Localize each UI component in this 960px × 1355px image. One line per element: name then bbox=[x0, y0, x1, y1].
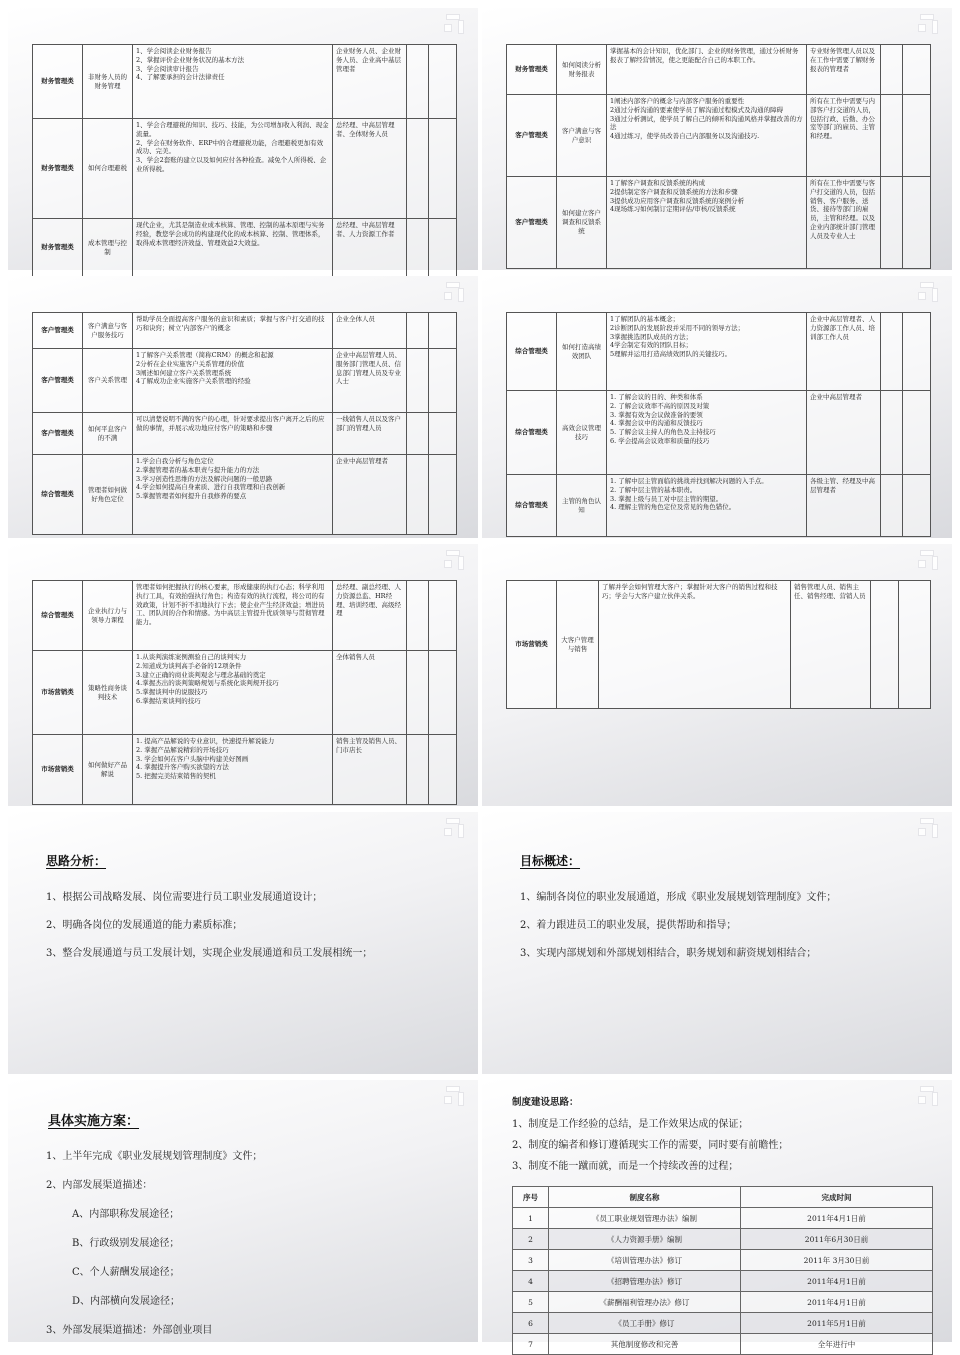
course-name: 如何阅读分析财务报表 bbox=[557, 45, 607, 95]
content-line: 现代企业，尤其是制造业成本核算、管理、控制的基本原理与实务经验，教您学会成功的构建现代化的成本核算、控制、管理体系，取得成本管理经济效益、管理效益2大效益。 bbox=[136, 221, 325, 247]
corner-decoration-icon bbox=[442, 1084, 472, 1110]
table-cell: 2 bbox=[513, 1229, 549, 1250]
course-content bbox=[133, 119, 333, 219]
content-line: 3. 掌握有效为会议做准备的要领 bbox=[610, 410, 703, 419]
course-table bbox=[506, 580, 931, 709]
course-category: 客户管理类 bbox=[507, 95, 557, 177]
content-line: 2. 掌握产品解说精彩的开场技巧 bbox=[136, 745, 229, 754]
content-line: 1.学会自我分析与角色定位 bbox=[136, 457, 214, 465]
content-line: 1. 了解会议的目的、种类和体系 bbox=[610, 393, 703, 401]
empty-cell bbox=[903, 391, 931, 475]
table-cell: 2011年 3月30日前 bbox=[741, 1250, 933, 1271]
point-list bbox=[512, 1114, 788, 1177]
point-item: 3、外部发展渠道描述：外部创业项目 bbox=[46, 1325, 213, 1336]
content-line: 2. 了解中层主管的基本职责。 bbox=[610, 485, 697, 494]
empty-cell bbox=[881, 475, 903, 537]
point-item: 2、着力跟进员工的职业发展，提供帮助和指导； bbox=[520, 920, 737, 931]
table-cell: 2011年6月30日前 bbox=[741, 1229, 933, 1250]
empty-cell bbox=[407, 219, 429, 277]
content-line: 了解并学会如何管理大客户；掌握针对大客户的销售过程和技巧；学会与大客户建立伙伴关系。 bbox=[602, 583, 778, 600]
slide-course-table-2 bbox=[482, 8, 952, 270]
slide-course-table-4 bbox=[482, 276, 952, 538]
column-header: 完成时间 bbox=[741, 1187, 933, 1208]
empty-cell bbox=[407, 651, 429, 735]
content-line: 1. 了解中层主管面临的挑战并找到解决问题的入手点。 bbox=[610, 477, 768, 485]
course-category: 市场营销类 bbox=[33, 735, 83, 805]
empty-cell bbox=[407, 735, 429, 805]
course-category: 财务管理类 bbox=[507, 45, 557, 95]
course-content bbox=[133, 455, 333, 535]
table-cell: 6 bbox=[513, 1313, 549, 1334]
content-line: 2、学会在财务软件、ERP中的合理避税功能，合理避税更加有效成功、完美。 bbox=[136, 138, 324, 156]
course-table bbox=[32, 312, 457, 535]
content-line: 3.建立正确的商业谈判观念与理念基础的奠定 bbox=[136, 670, 266, 679]
empty-cell bbox=[429, 735, 457, 805]
empty-cell bbox=[881, 391, 903, 475]
empty-cell bbox=[881, 95, 903, 177]
course-row bbox=[507, 313, 931, 391]
empty-cell bbox=[429, 219, 457, 277]
table-row bbox=[513, 1208, 933, 1229]
slide-goal-overview bbox=[482, 812, 952, 1074]
course-target: 企业中高层管理者 bbox=[807, 391, 881, 475]
course-target: 企业财务人员、企业财务人员、企业高中基层管理者 bbox=[333, 45, 407, 119]
content-line: 5.掌握谈判中的说服技巧 bbox=[136, 688, 208, 697]
content-line: 2. 了解会议效率不高的原因及对策 bbox=[610, 401, 710, 410]
course-target: 企业中高层管理者、人力资源部工作人员、培训部工作人员 bbox=[807, 313, 881, 391]
table-cell: 其他制度修改和完善 bbox=[549, 1334, 741, 1355]
table-cell: 5 bbox=[513, 1292, 549, 1313]
content-line: 3阐述如何建立客户关系管理系统 bbox=[136, 368, 232, 377]
empty-cell bbox=[429, 313, 457, 349]
point-item: 2、明确各岗位的发展通道的能力素质标准； bbox=[46, 920, 243, 931]
point-list bbox=[520, 884, 836, 968]
course-content bbox=[607, 45, 807, 95]
course-target: 企业中高层管理者 bbox=[333, 455, 407, 535]
course-category: 市场营销类 bbox=[507, 581, 557, 709]
course-name: 如何平息客户的不满 bbox=[83, 413, 133, 455]
course-row bbox=[507, 177, 931, 269]
content-line: 4学会制定有效的团队目标； bbox=[610, 341, 693, 350]
content-line: 4、了解要承担的会计法律责任 bbox=[136, 73, 225, 82]
course-table bbox=[506, 44, 931, 269]
content-line: 掌握基本的会计知识，优化部门、企业的财务管理，通过分析财务报表了解经营情况，使之更能配合自己的本职工作。 bbox=[610, 47, 799, 64]
corner-decoration-icon bbox=[916, 280, 946, 306]
content-line: 4了解成功企业实施客户关系管理的经验 bbox=[136, 377, 251, 386]
table-cell: 《招聘管理办法》修订 bbox=[549, 1271, 741, 1292]
course-target: 企业中高层管理人员、服务部门管理人员、信息部门管理人员及专业人士 bbox=[333, 349, 407, 413]
slide-title: 制度建设思路： bbox=[512, 1097, 579, 1108]
slide-system-building bbox=[482, 1080, 952, 1349]
empty-cell bbox=[407, 45, 429, 119]
course-name: 大客户管理与销售 bbox=[557, 581, 599, 709]
table-cell: 全年进行中 bbox=[741, 1334, 933, 1355]
point-item: 2、制度的编者和修订遵循现实工作的需要，同时要有前瞻性； bbox=[512, 1140, 789, 1151]
course-row bbox=[33, 581, 457, 651]
course-target: 一线销售人员以及客户部门的管理人员 bbox=[333, 413, 407, 455]
course-category: 综合管理类 bbox=[33, 581, 83, 651]
content-line: 2.掌握管理者的基本职责与提升能力的方法 bbox=[136, 465, 260, 474]
empty-cell bbox=[407, 349, 429, 413]
course-target: 各级主管、经理及中高层管理者 bbox=[807, 475, 881, 537]
content-line: 4通过练习，使学员改善自己内部服务以及沟通技巧. bbox=[610, 132, 760, 141]
content-line: 1、学会阅读企业财务报告 bbox=[136, 47, 212, 55]
course-content bbox=[607, 95, 807, 177]
empty-cell bbox=[903, 313, 931, 391]
course-content bbox=[607, 475, 807, 537]
course-row bbox=[33, 313, 457, 349]
slide-course-table-5 bbox=[8, 544, 478, 806]
table-cell: 《薪酬福利管理办法》修订 bbox=[549, 1292, 741, 1313]
course-content bbox=[133, 45, 333, 119]
empty-cell bbox=[429, 349, 457, 413]
course-target: 总经理、副总经理、人力资源总监、HR经理、培训经理、高级经理 bbox=[333, 581, 407, 651]
empty-cell bbox=[881, 45, 903, 95]
corner-decoration-icon bbox=[442, 548, 472, 574]
table-cell: 《培训管理办法》修订 bbox=[549, 1250, 741, 1271]
point-item: 1、编制各岗位的职业发展通道，形成《职业发展规划管理制度》文件； bbox=[520, 892, 837, 903]
empty-cell bbox=[429, 455, 457, 535]
point-item: 3、实现内部规划和外部规划相结合，职务规划和薪资规划相结合； bbox=[520, 948, 817, 959]
point-item: 1、制度是工作经验的总结，是工作效果达成的保证； bbox=[512, 1119, 749, 1130]
course-category: 综合管理类 bbox=[33, 455, 83, 535]
course-name: 成本管理与控制 bbox=[83, 219, 133, 277]
course-row bbox=[33, 349, 457, 413]
content-line: 3通过分析测试，使学员了解自己的倾听和沟通风格并掌握改善的方法 bbox=[610, 114, 803, 132]
content-line: 帮助学员全面提高客户服务的意识和素质；掌握与客户打交道的技巧和诀窍；树立'内部客户'的概念 bbox=[136, 315, 325, 332]
point-list bbox=[46, 1142, 262, 1345]
table-row bbox=[513, 1313, 933, 1334]
content-line: 6.掌握结束谈判的技巧 bbox=[136, 696, 201, 705]
course-row bbox=[33, 219, 457, 277]
course-content bbox=[133, 313, 333, 349]
course-row bbox=[33, 651, 457, 735]
empty-cell bbox=[429, 413, 457, 455]
point-item: 1、上半年完成《职业发展规划管理制度》文件； bbox=[46, 1151, 263, 1162]
slide-title: 具体实施方案： bbox=[48, 1114, 140, 1129]
point-item: 3、制度不能一蹴而就，而是一个持续改善的过程； bbox=[512, 1161, 739, 1172]
course-content bbox=[133, 219, 333, 277]
empty-cell bbox=[407, 455, 429, 535]
content-line: 3提供成功应用客户调查和反馈系统的案例分析 bbox=[610, 196, 745, 205]
sub-point-item: B、行政级别发展途径； bbox=[72, 1238, 180, 1249]
empty-cell bbox=[407, 119, 429, 219]
content-line: 1了解客户关系管理（简称CRM）的概念和起源 bbox=[136, 351, 274, 359]
course-target: 销售主管及销售人员、门市店长 bbox=[333, 735, 407, 805]
content-line: 2诊断团队的发展阶段并采用不同的领导方法； bbox=[610, 323, 745, 332]
course-row bbox=[507, 581, 931, 709]
empty-cell bbox=[903, 475, 931, 537]
slide-approach-analysis bbox=[8, 812, 478, 1074]
content-line: 1阐述内部客户的概念与内部客户服务的重要性 bbox=[610, 97, 745, 105]
course-content bbox=[133, 413, 333, 455]
column-header: 制度名称 bbox=[549, 1187, 741, 1208]
empty-cell bbox=[881, 177, 903, 269]
course-target: 总经理、中高层管理者、人力资源工作者 bbox=[333, 219, 407, 277]
course-row bbox=[507, 391, 931, 475]
table-cell: 1 bbox=[513, 1208, 549, 1229]
content-line: 2分析在企业实施客户关系管理的价值 bbox=[136, 359, 245, 368]
content-line: 可以清楚说明不满的客户的心理，针对要求提出客户离开之后的应做的事情，并展示成功地应付客户的策略和步骤 bbox=[136, 415, 325, 432]
course-table bbox=[32, 44, 457, 277]
point-list bbox=[46, 884, 372, 968]
course-category: 客户管理类 bbox=[33, 349, 83, 413]
content-line: 3掌握挑选团队成员的方法； bbox=[610, 332, 693, 341]
corner-decoration-icon bbox=[916, 548, 946, 574]
system-schedule-table bbox=[512, 1186, 933, 1355]
empty-cell bbox=[429, 119, 457, 219]
table-cell: 2011年4月1日前 bbox=[741, 1292, 933, 1313]
slide-implementation-plan bbox=[8, 1080, 478, 1342]
content-line: 1.从谈判演练案例测验自己的谈判实力 bbox=[136, 653, 247, 661]
course-row bbox=[507, 95, 931, 177]
corner-decoration-icon bbox=[442, 12, 472, 38]
content-line: 5. 了解会议主持人的角色及主持技巧 bbox=[610, 428, 716, 437]
course-category: 综合管理类 bbox=[507, 391, 557, 475]
content-line: 2、掌握评价企业财务状况的基本方法 bbox=[136, 55, 245, 64]
course-category: 财务管理类 bbox=[33, 119, 83, 219]
course-target: 销售管理人员、销售主任、销售经理、营销人员 bbox=[791, 581, 871, 709]
content-line: 1、学会合理避税的知识、技巧、技能，为公司增加收入利润、现金流量。 bbox=[136, 121, 329, 138]
course-name: 客户关系管理 bbox=[83, 349, 133, 413]
table-row bbox=[513, 1334, 933, 1355]
course-name: 高效会议管理技巧 bbox=[557, 391, 607, 475]
course-row bbox=[507, 45, 931, 95]
content-line: 4.学会如何提高自身素质、进行自我管理和自我创新 bbox=[136, 483, 286, 492]
content-line: 6. 学会提高会议效率和质量的技巧 bbox=[610, 436, 710, 445]
empty-cell bbox=[899, 581, 931, 709]
slide-title: 思路分析： bbox=[46, 854, 107, 868]
content-line: 3. 学会如何在客户头脑中构建美好图画 bbox=[136, 754, 249, 763]
table-cell: 4 bbox=[513, 1271, 549, 1292]
content-line: 2提供制定客户调查和反馈系统的方法和步骤 bbox=[610, 187, 738, 196]
empty-cell bbox=[407, 313, 429, 349]
course-row bbox=[33, 119, 457, 219]
empty-cell bbox=[881, 313, 903, 391]
empty-cell bbox=[429, 651, 457, 735]
course-name: 如何合理避税 bbox=[83, 119, 133, 219]
sub-point-item: D、内部横向发展途径； bbox=[72, 1296, 181, 1307]
table-cell: 2011年4月1日前 bbox=[741, 1271, 933, 1292]
course-target: 所有在工作中需要与客户打交道的人员，包括销售、客户服务、送货、接待等部门的雇员，主管和经理。以及企业内部统计部门管理人员及专业人士 bbox=[807, 177, 881, 269]
course-content bbox=[599, 581, 791, 709]
content-line: 4现场练习如何制订定期评估/审核/反馈系统 bbox=[610, 205, 736, 214]
content-line: 4. 掌握提升客户购买欲望的方法 bbox=[136, 763, 229, 772]
course-row bbox=[33, 45, 457, 119]
empty-cell bbox=[903, 177, 931, 269]
table-cell: 7 bbox=[513, 1334, 549, 1355]
course-name: 主管的角色认知 bbox=[557, 475, 607, 537]
course-category: 财务管理类 bbox=[33, 45, 83, 119]
table-cell: 《员工手册》修订 bbox=[549, 1313, 741, 1334]
course-content bbox=[607, 391, 807, 475]
content-line: 1. 提高产品解说的专业意识，快速提升解说能力 bbox=[136, 737, 275, 745]
course-table bbox=[506, 312, 931, 537]
course-category: 客户管理类 bbox=[507, 177, 557, 269]
content-line: 1了解团队的基本概念； bbox=[610, 315, 680, 323]
table-cell: 《人力资源手册》编制 bbox=[549, 1229, 741, 1250]
sub-point-item: A、内部职称发展途径； bbox=[72, 1209, 180, 1220]
course-content bbox=[133, 651, 333, 735]
content-line: 3.学习创造性思维的方法及解决问题的一般思路 bbox=[136, 474, 273, 483]
course-content bbox=[607, 177, 807, 269]
point-item: 1、根据公司战略发展、岗位需要进行员工职业发展通道设计； bbox=[46, 892, 323, 903]
course-category: 综合管理类 bbox=[507, 475, 557, 537]
course-content bbox=[133, 581, 333, 651]
course-category: 市场营销类 bbox=[33, 651, 83, 735]
course-name: 如何建立客户调查和反馈系统 bbox=[557, 177, 607, 269]
course-category: 综合管理类 bbox=[507, 313, 557, 391]
content-line: 5. 把握完美结束销售的契机 bbox=[136, 772, 216, 781]
course-category: 客户管理类 bbox=[33, 413, 83, 455]
course-category: 财务管理类 bbox=[33, 219, 83, 277]
empty-cell bbox=[903, 95, 931, 177]
table-cell: 2011年5月1日前 bbox=[741, 1313, 933, 1334]
table-row bbox=[513, 1271, 933, 1292]
course-target: 全体销售人员 bbox=[333, 651, 407, 735]
course-name: 企业执行力与领导力课程 bbox=[83, 581, 133, 651]
content-line: 5.掌握管理者如何提升自我修养的要点 bbox=[136, 492, 247, 501]
content-line: 3、学会2套账的建立以及如何应付各种检查。减免个人所得税、企业所得税。 bbox=[136, 156, 327, 173]
course-row bbox=[33, 413, 457, 455]
course-name: 策略性商务谈判技术 bbox=[83, 651, 133, 735]
empty-cell bbox=[429, 45, 457, 119]
table-cell: 《员工职业规划管理办法》编制 bbox=[549, 1208, 741, 1229]
course-content bbox=[133, 349, 333, 413]
course-name: 客户满意与客户服务技巧 bbox=[83, 313, 133, 349]
course-name: 非财务人员的财务管理 bbox=[83, 45, 133, 119]
corner-decoration-icon bbox=[442, 816, 472, 842]
point-item: 3、整合发展通道与员工发展计划，实现企业发展通道和员工发展相统一； bbox=[46, 948, 373, 959]
course-target: 专业财务管理人员以及在工作中需要了解财务报表的管理者 bbox=[807, 45, 881, 95]
point-item: 2、内部发展渠道描述： bbox=[46, 1180, 153, 1191]
slide-title: 目标概述： bbox=[520, 854, 581, 868]
corner-decoration-icon bbox=[442, 280, 472, 306]
empty-cell bbox=[903, 45, 931, 95]
slide-course-table-6 bbox=[482, 544, 952, 806]
corner-decoration-icon bbox=[916, 12, 946, 38]
course-row bbox=[33, 735, 457, 805]
table-cell: 3 bbox=[513, 1250, 549, 1271]
corner-decoration-icon bbox=[916, 816, 946, 842]
column-header: 序号 bbox=[513, 1187, 549, 1208]
empty-cell bbox=[407, 413, 429, 455]
course-target: 总经理、中高层管理者、全体财务人员 bbox=[333, 119, 407, 219]
course-content bbox=[607, 313, 807, 391]
empty-cell bbox=[429, 581, 457, 651]
course-table bbox=[32, 580, 457, 805]
slide-course-table-1 bbox=[8, 8, 478, 270]
content-line: 5理解并运用打造高绩效团队的关键技巧。 bbox=[610, 350, 732, 359]
course-target: 所有在工作中需要与内部客户打交道的人员，包括行政、后勤、办公室等部门的雇员、主管和经理。 bbox=[807, 95, 881, 177]
slide-course-table-3 bbox=[8, 276, 478, 538]
content-line: 4. 理解主管的角色定位及常见的角色错位。 bbox=[610, 503, 736, 512]
content-line: 4.掌握杰出的谈判策略规划与系统化谈判规开技巧 bbox=[136, 679, 279, 688]
course-name: 如何做好产品解说 bbox=[83, 735, 133, 805]
content-line: 1了解客户调查和反馈系统的构成 bbox=[610, 179, 706, 187]
sub-point-item: C、个人薪酬发展途径； bbox=[72, 1267, 180, 1278]
content-line: 3. 掌握上级与员工对中层主管的期望。 bbox=[610, 494, 723, 503]
course-row bbox=[507, 475, 931, 537]
empty-cell bbox=[407, 581, 429, 651]
table-row bbox=[513, 1250, 933, 1271]
table-row bbox=[513, 1292, 933, 1313]
course-name: 客户满意与客户意识 bbox=[557, 95, 607, 177]
table-cell: 2011年4月1日前 bbox=[741, 1208, 933, 1229]
course-name: 如何打造高绩效团队 bbox=[557, 313, 607, 391]
course-target: 企业全体人员 bbox=[333, 313, 407, 349]
empty-cell bbox=[871, 581, 899, 709]
content-line: 2.知道成为谈判高手必备的12项条件 bbox=[136, 661, 242, 670]
content-line: 4. 掌握会议中的沟通和反馈技巧 bbox=[610, 419, 703, 428]
course-name: 管理者如何做好角色定位 bbox=[83, 455, 133, 535]
content-line: 管理者如何把握执行的核心要素，形成健康的执行心态；科学利用执行工具，有效抬强执行角色；构造有效的执行流程，将公司的有效政策，计划不折不扣地执行下去；使企业产生经济效益；增进员工、团队间的合作和情感。为中高层主管提升优质领导与贯彻管理能力。 bbox=[136, 583, 325, 627]
course-category: 客户管理类 bbox=[33, 313, 83, 349]
course-content bbox=[133, 735, 333, 805]
corner-decoration-icon bbox=[916, 1084, 946, 1110]
content-line: 3、学会阅读审计报告 bbox=[136, 64, 199, 73]
course-row bbox=[33, 455, 457, 535]
content-line: 2通过分析沟通的要素使学员了解沟通过程模式及沟通的障碍 bbox=[610, 105, 784, 114]
table-row bbox=[513, 1229, 933, 1250]
